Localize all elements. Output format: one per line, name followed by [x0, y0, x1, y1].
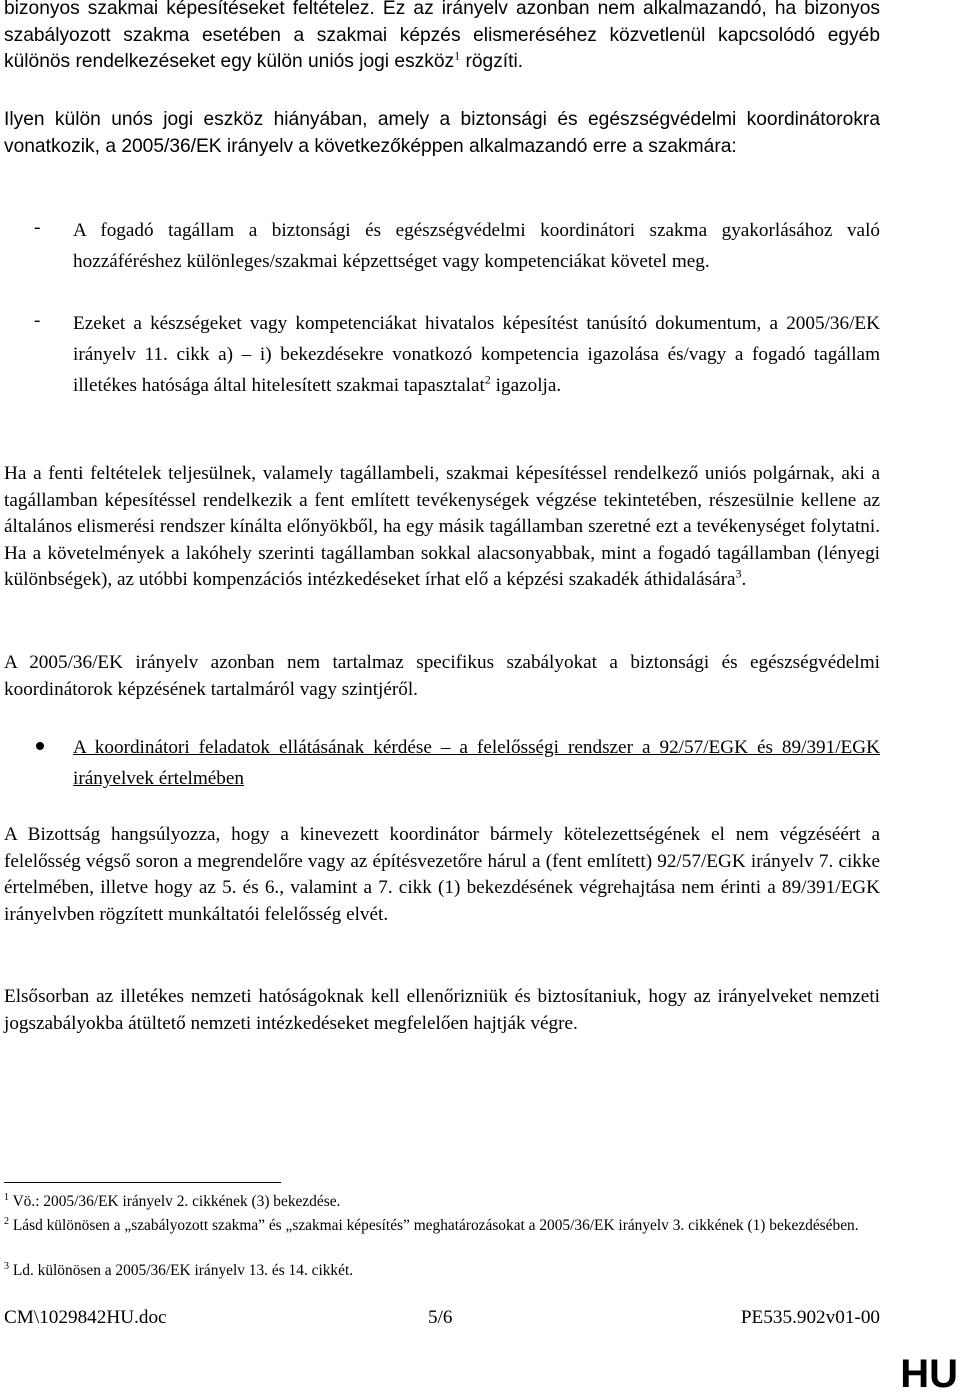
dash-mark: - [34, 217, 41, 238]
footnote-number: 2 [4, 1215, 9, 1227]
footnote-divider [4, 1182, 281, 1183]
footnote-text: Lásd különösen a „szabályozott szakma” és „szakmai képesítés” meghatározásokat a 2005/36/EK irányelv 3. cikkének (1) bekezdésében. [9, 1217, 859, 1234]
paragraph-4: A 2005/36/EK irányelv azonban nem tartalmaz specifikus szabályokat a biztonsági és egészségvédelmi koordinátorok képzésének tartalmáról vagy szintjéről. [4, 652, 880, 700]
top-paragraph-tail: rögzíti. [460, 51, 524, 72]
footer-page-number: 5/6 [428, 1307, 453, 1328]
footer-doc-ref: CM\1029842HU.doc [4, 1307, 167, 1328]
paragraph-3 [4, 461, 880, 594]
footnote-3 [4, 1261, 880, 1281]
bullet-heading: A koordinátori feladatok ellátásának kérdése – a felelősségi rendszer a 92/57/EGK és 89/391/EGK irányelvek értelmében [73, 737, 880, 789]
top-paragraph [4, 0, 880, 76]
footnote-number: 1 [4, 1191, 9, 1203]
top-paragraph-line1-a: bizonyos szakmai képesítéseket feltételez. [4, 0, 375, 19]
paragraph-3-tail: . [741, 569, 747, 590]
footnote-text: Ld. különösen a 2005/36/EK irányelv 13. és 14. cikkét. [9, 1262, 354, 1279]
footnote-ref-2: 2 [484, 372, 491, 387]
dash-item-2-tail: igazolja. [490, 375, 562, 396]
top-paragraph-line1-b: Ez az irányelv azonban nem alkalmazandó, ha bizonyos szabályozott szakma esetében a szakmai képzés elismeréséhez közvetlenül kapcsolódó egyéb különös rendelkezéseket egy külön uniós jogi eszköz [4, 0, 880, 72]
paragraph-6: Elsősorban az illetékes nemzeti hatóságoknak kell ellenőrizniük és biztosítaniuk, hogy az irányelveket nemzeti jogszabályokba átültető nemzeti intézkedéseket megfelelően hajtják végre. [4, 986, 880, 1034]
paragraph-3-text: Ha a fenti feltételek teljesülnek, valamely tagállambeli, szakmai képesítéssel rendelkező uniós polgárnak, aki a tagállamban képesítéssel rendelkezik a fent említett tevékenységek végzése tekintetében, részesülnie kellene az általános elismerési rendszer kínálta előnyökből, ha egy másik tagállamban szeretné ezt a tevékenységet folytatni. Ha a követelmények a lakóhely szerinti tagállamban sokkal alacsonyabbak, mint a fogadó tagállamban (lényegi különbségek), az utóbbi kompenzációs intézkedéseket írhat elő a képzési szakadék áthidalására [4, 463, 880, 590]
language-code: HU [900, 1352, 958, 1396]
footnote-1 [4, 1192, 880, 1212]
paragraph-5: A Bizottság hangsúlyozza, hogy a kinevezett koordinátor bármely kötelezettségének el nem végzéséért a felelősség végső soron a megrendelőre vagy az építésvezetőre hárul a (fent említett) 92/57/EGK irányelv 7. cikke értelmében, illetve hogy az 5. és 6., valamint a 7. cikk (1) bekezdésének végrehajtása nem érinti a 89/391/EGK irányelvben rögzített munkáltatói felelősség elvét. [4, 824, 880, 925]
dash-item-text [73, 308, 880, 401]
footnote-ref-3: 3 [735, 566, 742, 581]
footnote-ref-1: 1 [454, 48, 461, 63]
intro-paragraph: Ilyen külön unós jogi eszköz hiányában, amely a biztonsági és egészségvédelmi koordinátorokra vonatkozik, a 2005/36/EK irányelv a következőképpen alkalmazandó erre a szakmára: [4, 109, 880, 157]
footnote-number: 3 [4, 1260, 9, 1272]
dash-item-text: A fogadó tagállam a biztonsági és egészségvédelmi koordinátori szakma gyakorlásához való hozzáféréshez különleges/szakmai képzettséget vagy kompetenciákat követel meg. [73, 220, 880, 272]
footnote-text: Vö.: 2005/36/EK irányelv 2. cikkének (3) bekezdése. [9, 1193, 341, 1210]
footnote-2 [4, 1216, 880, 1236]
bullet-icon [36, 742, 44, 750]
dash-item-2-text: Ezeket a készségeket vagy kompetenciákat hivatalos képesítést tanúsító dokumentum, a 2005/36/EK irányelv 11. cikk a) – i) bekezdésekre vonatkozó kompetencia igazolása és/vagy a fogadó tagállam illetékes hatósága által hitelesített szakmai tapasztalat [73, 313, 880, 396]
dash-mark: - [34, 310, 41, 331]
footer-pe-ref: PE535.902v01-00 [740, 1307, 880, 1328]
